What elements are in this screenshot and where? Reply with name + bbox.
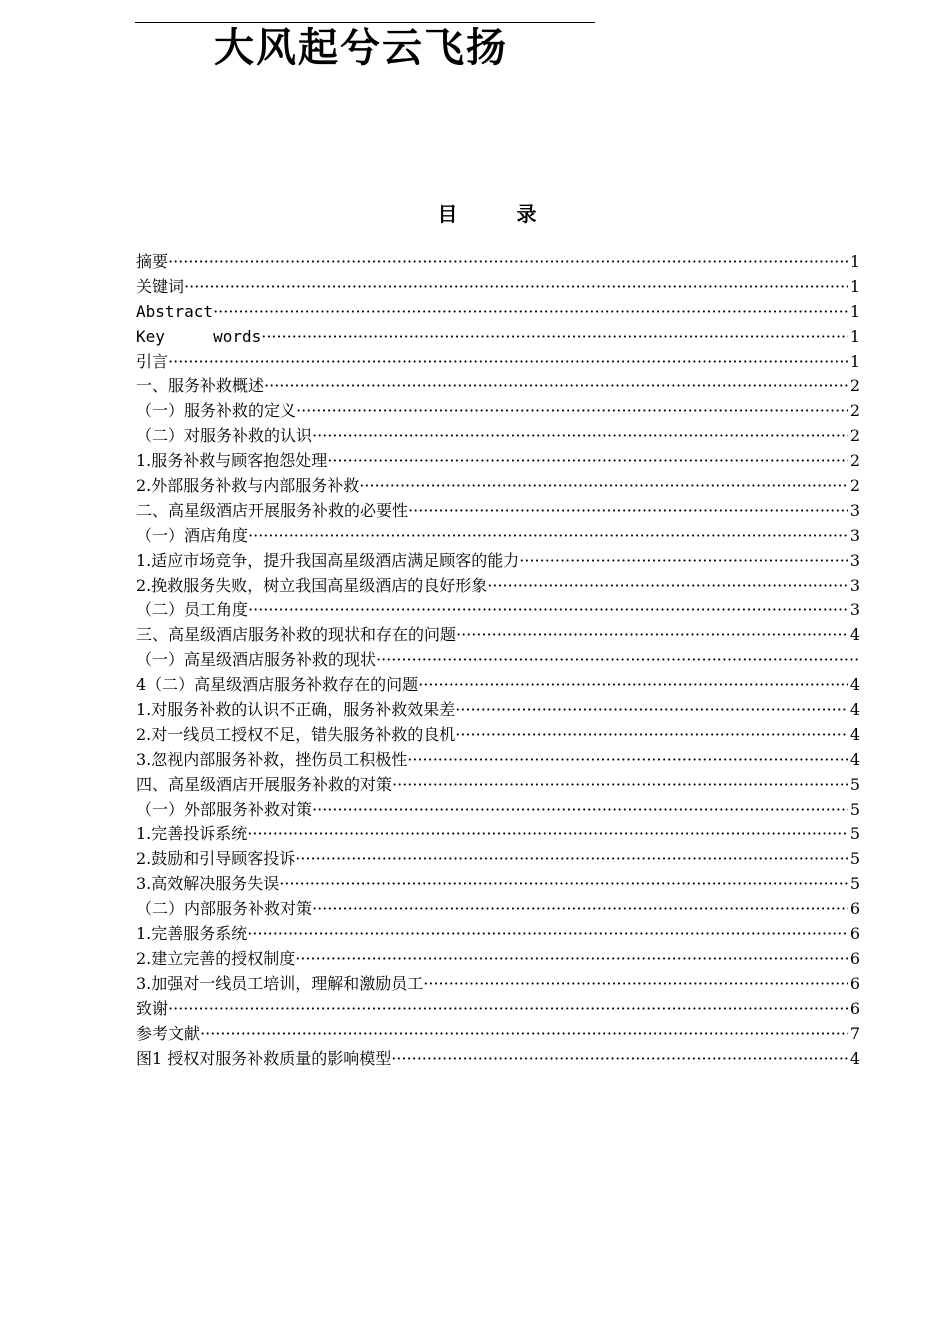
toc-entry-label: 4（二）高星级酒店服务补救存在的问题 <box>136 675 419 695</box>
toc-entry-page: 1 <box>849 351 860 371</box>
toc-leader-dots <box>391 1047 848 1072</box>
toc-entry-label: 关键词 <box>136 276 185 296</box>
toc-entry[interactable] <box>136 300 860 325</box>
toc-leader-dots <box>455 723 848 748</box>
toc-entry-label: Abstract <box>136 301 214 321</box>
toc-entry[interactable] <box>136 499 860 524</box>
toc-entry[interactable] <box>136 1047 860 1072</box>
toc-entry[interactable] <box>136 350 860 375</box>
toc-leader-dots <box>359 474 848 499</box>
toc-leader-dots <box>168 250 848 275</box>
toc-entry-page: 6 <box>849 948 860 968</box>
toc-entry-label: 1.服务补救与顾客抱怨处理 <box>136 451 328 471</box>
toc-leader-dots <box>213 300 848 325</box>
toc-leader-dots <box>168 997 848 1022</box>
toc-entry-label: 1.完善投诉系统 <box>136 824 248 844</box>
toc-entry[interactable] <box>136 748 860 773</box>
toc-entry-label: 2.鼓励和引导顾客投诉 <box>136 849 296 869</box>
toc-entry-label: （二）内部服务补救对策 <box>136 899 313 919</box>
header-rule <box>135 22 595 23</box>
toc-leader-dots <box>261 325 848 350</box>
toc-entry-label: 1.对服务补救的认识不正确，服务补救效果差 <box>136 700 456 720</box>
toc-entry[interactable] <box>136 997 860 1022</box>
toc-entry-page: 1 <box>849 301 860 321</box>
toc-leader-dots <box>418 673 848 698</box>
toc-leader-dots <box>408 499 848 524</box>
toc-entry-label: 三、高星级酒店服务补救的现状和存在的问题 <box>136 625 457 645</box>
toc-entry-page: 3 <box>849 525 860 545</box>
toc-entry-label: Key words <box>136 326 262 346</box>
toc-entry-page: 1 <box>849 252 860 271</box>
toc-entry[interactable] <box>136 524 860 549</box>
toc-entry-label: （一）高星级酒店服务补救的现状 <box>136 650 377 670</box>
toc-entry-page: 1 <box>849 276 860 296</box>
toc-entry[interactable] <box>136 474 860 499</box>
toc-entry-page: 3 <box>849 600 860 620</box>
toc-leader-dots <box>376 648 858 673</box>
toc-entry-page: 3 <box>849 500 860 520</box>
toc-entry-label: 四、高星级酒店开展服务补救的对策 <box>136 774 393 794</box>
toc-entry[interactable] <box>136 574 860 599</box>
toc-entry[interactable] <box>136 275 860 300</box>
toc-leader-dots <box>455 698 848 723</box>
toc-leader-dots <box>423 972 848 997</box>
toc-entry-label: 1.适应市场竞争，提升我国高星级酒店满足顾客的能力 <box>136 550 520 570</box>
toc-entry-page: 4 <box>849 749 860 769</box>
toc-entry[interactable] <box>136 872 860 897</box>
toc-entry[interactable] <box>136 648 860 673</box>
toc-leader-dots <box>456 623 848 648</box>
toc-entry-page: 7 <box>849 1023 860 1043</box>
toc-entry[interactable] <box>136 250 860 275</box>
toc-entry[interactable] <box>136 897 860 922</box>
toc-entry-page: 5 <box>849 874 860 894</box>
toc-entry-page: 5 <box>849 824 860 844</box>
toc-entry-page: 2 <box>849 451 860 471</box>
toc-entry-label: 2.挽救服务失败，树立我国高星级酒店的良好形象 <box>136 575 488 595</box>
toc-leader-dots <box>264 374 848 399</box>
toc-leader-dots <box>248 598 848 623</box>
toc-entry-page: 5 <box>849 799 860 819</box>
toc-leader-dots <box>519 549 848 574</box>
calligraphy-banner: 大风起兮云飞扬 <box>214 24 508 71</box>
toc-entry-page: 6 <box>849 973 860 993</box>
toc-entry-label: （二）对服务补救的认识 <box>136 426 313 446</box>
toc-entry-label: 3.加强对一线员工培训，理解和激励员工 <box>136 973 424 993</box>
toc-entry-page: 1 <box>849 326 860 346</box>
toc-leader-dots <box>248 524 848 549</box>
toc-entry[interactable] <box>136 773 860 798</box>
toc-entry-label: 致谢 <box>136 998 169 1018</box>
toc-entry-label: （一）外部服务补救对策 <box>136 799 313 819</box>
toc-entry-label: 2.建立完善的授权制度 <box>136 948 296 968</box>
toc-entry-page: 4 <box>849 724 860 744</box>
toc-entry[interactable] <box>136 449 860 474</box>
toc-leader-dots <box>327 449 848 474</box>
toc-entry-label: 图1 授权对服务补救质量的影响模型 <box>136 1048 392 1068</box>
toc-entry-page: 2 <box>849 426 860 446</box>
toc-entry[interactable] <box>136 549 860 574</box>
toc-entry-page: 3 <box>849 575 860 595</box>
toc-entry[interactable] <box>136 798 860 823</box>
toc-title: 目 录 <box>437 202 563 226</box>
toc-entry[interactable] <box>136 424 860 449</box>
toc-entry-page: 2 <box>849 401 860 421</box>
toc-entry[interactable] <box>136 947 860 972</box>
toc-leader-dots <box>168 350 848 375</box>
toc-entry-label: （二）员工角度 <box>136 600 249 620</box>
toc-entry[interactable] <box>136 698 860 723</box>
toc-entry-label: 一、服务补救概述 <box>136 376 265 396</box>
toc-entry-label: 参考文献 <box>136 1023 201 1043</box>
toc-entry-label: （一）服务补救的定义 <box>136 401 297 421</box>
toc-leader-dots <box>295 947 848 972</box>
toc-entry-page: 6 <box>849 924 860 944</box>
toc-entry-label: 2.外部服务补救与内部服务补救 <box>136 476 360 496</box>
toc-entry-label: 3.忽视内部服务补救，挫伤员工积极性 <box>136 749 408 769</box>
toc-leader-dots <box>200 1022 848 1047</box>
toc-entry[interactable] <box>136 922 860 947</box>
toc-entry[interactable] <box>136 598 860 623</box>
toc-entry-page: 4 <box>849 625 860 645</box>
toc-leader-dots <box>392 773 848 798</box>
toc-entry-label: 2.对一线员工授权不足，错失服务补救的良机 <box>136 724 456 744</box>
toc-entry-page: 6 <box>849 899 860 919</box>
toc-leader-dots <box>295 847 848 872</box>
table-of-contents <box>136 250 860 1071</box>
toc-leader-dots <box>296 399 848 424</box>
toc-leader-dots <box>312 798 848 823</box>
toc-entry-label: 二、高星级酒店开展服务补救的必要性 <box>136 500 409 520</box>
toc-entry-page: 4 <box>849 675 860 695</box>
toc-leader-dots <box>312 424 848 449</box>
toc-entry[interactable] <box>136 374 860 399</box>
toc-entry[interactable] <box>136 673 860 698</box>
toc-entry[interactable] <box>136 822 860 847</box>
toc-entry[interactable] <box>136 972 860 997</box>
toc-entry-label: 摘要 <box>136 252 169 271</box>
toc-leader-dots <box>279 872 848 897</box>
toc-entry-page: 2 <box>849 476 860 496</box>
toc-leader-dots <box>312 897 848 922</box>
toc-leader-dots <box>247 822 848 847</box>
toc-entry-page: 6 <box>849 998 860 1018</box>
toc-leader-dots <box>487 574 848 599</box>
toc-entry[interactable] <box>136 723 860 748</box>
toc-entry-label: （一）酒店角度 <box>136 525 249 545</box>
toc-entry[interactable] <box>136 399 860 424</box>
toc-entry-page: 2 <box>849 376 860 396</box>
toc-leader-dots <box>184 275 848 300</box>
toc-entry[interactable] <box>136 325 860 350</box>
toc-entry-label: 3.高效解决服务失误 <box>136 874 280 894</box>
toc-entry-page: 5 <box>849 774 860 794</box>
toc-leader-dots <box>247 922 848 947</box>
toc-entry-page: 3 <box>849 550 860 570</box>
toc-entry-page: 5 <box>849 849 860 869</box>
toc-entry[interactable] <box>136 1022 860 1047</box>
toc-entry[interactable] <box>136 623 860 648</box>
toc-entry-page: 4 <box>849 1048 860 1068</box>
toc-entry-page: 4 <box>849 700 860 720</box>
toc-entry-label: 1.完善服务系统 <box>136 924 248 944</box>
toc-entry-label: 引言 <box>136 351 169 371</box>
toc-leader-dots <box>407 748 848 773</box>
toc-entry[interactable] <box>136 847 860 872</box>
